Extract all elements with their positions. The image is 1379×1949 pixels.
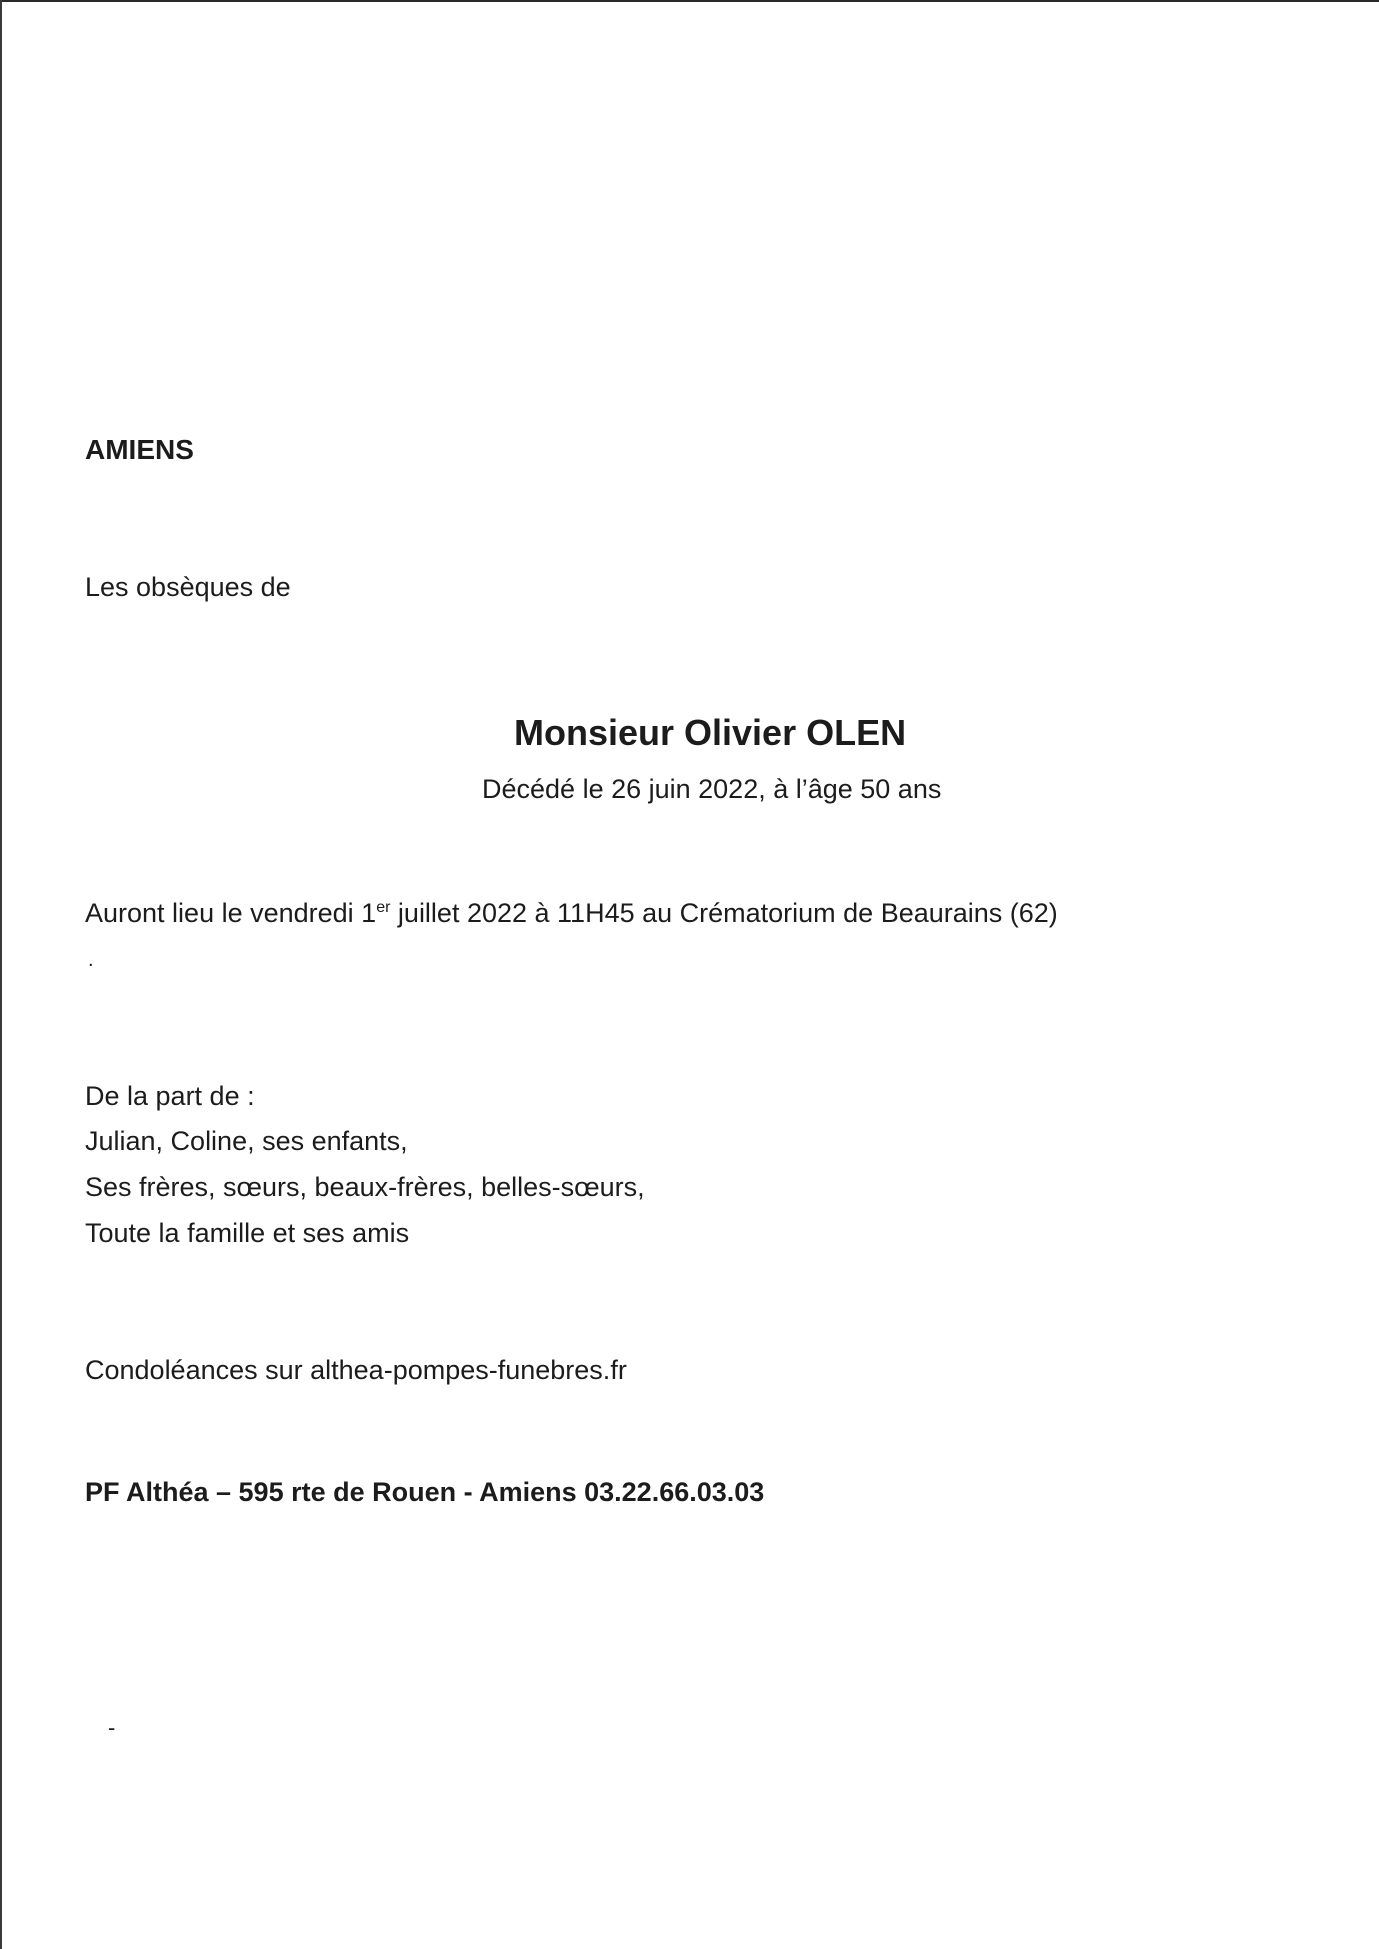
stray-dash: - [108, 1715, 116, 1740]
intro-text: Les obsèques de [85, 572, 291, 602]
from-line: Toute la famille et ses amis [85, 1218, 410, 1248]
from-label: De la part de : [85, 1081, 255, 1111]
stray-dot: . [88, 949, 94, 971]
ceremony-prefix: Auront lieu le vendredi 1 [85, 898, 377, 928]
ceremony-suffix: juillet 2022 à 11H45 au Crématorium de Beaurains (62) [390, 898, 1058, 928]
city-heading: AMIENS [85, 434, 194, 465]
from-line: Julian, Coline, ses enfants, [85, 1126, 408, 1156]
from-line: Ses frères, sœurs, beaux-frères, belles-sœurs, [85, 1172, 645, 1202]
deceased-name: Monsieur Olivier OLEN [514, 712, 907, 753]
death-details: Décédé le 26 juin 2022, à l’âge 50 ans [482, 774, 942, 804]
ceremony-details [85, 897, 1058, 929]
scan-left-edge [0, 0, 2, 1949]
scan-top-edge [0, 0, 1379, 2]
ceremony-superscript: er [376, 899, 391, 916]
funeral-home-footer: PF Althéa – 595 rte de Rouen - Amiens 03.22.66.03.03 [85, 1477, 765, 1507]
condolences-text: Condoléances sur althea-pompes-funebres.fr [85, 1355, 627, 1385]
